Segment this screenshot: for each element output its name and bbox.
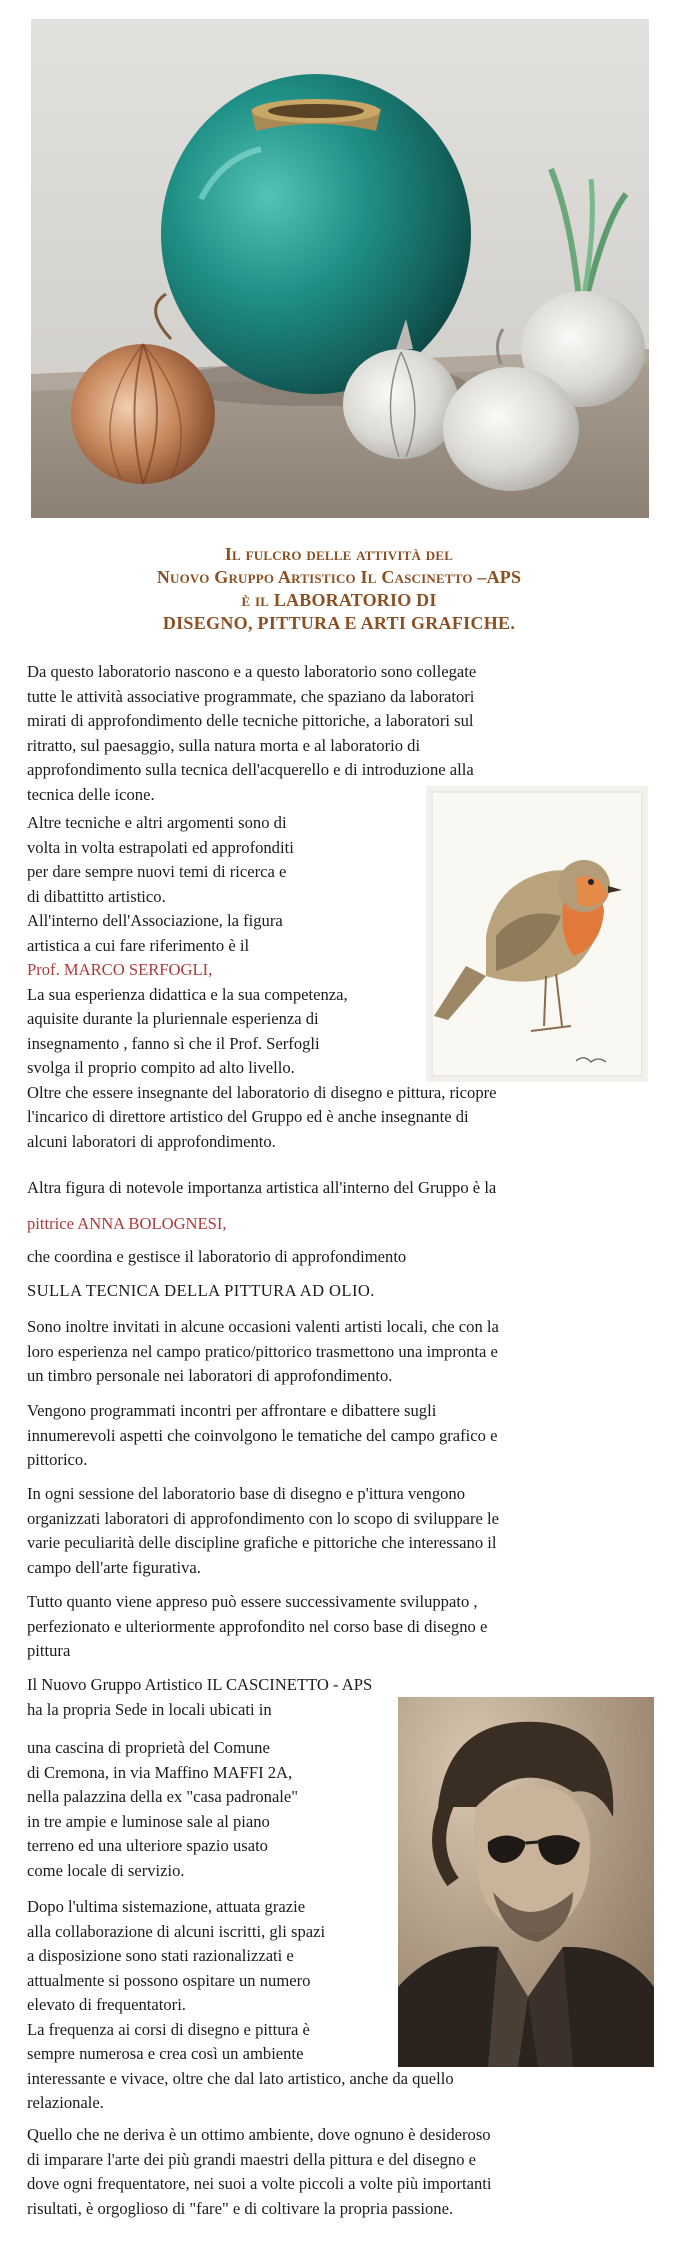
headline-line-4: DISEGNO, PITTURA E ARTI GRAFICHE.	[162, 613, 516, 633]
text-line: innumerevoli aspetti che coinvolgono le tematiche del campo grafico e	[27, 1425, 498, 1445]
headline-line-2: Nuovo Gruppo Artistico Il Cascinetto –APS	[156, 567, 522, 587]
text-line: campo dell'arte figurativa.	[27, 1557, 201, 1577]
text-line: alla collaborazione di alcuni iscritti, gli spazi	[27, 1921, 326, 1941]
text-line: insegnamento , fanno sì che il Prof. Serfogli	[27, 1033, 320, 1053]
sessions-paragraph	[27, 1482, 499, 1580]
after-renovation-paragraph	[27, 1895, 454, 2116]
text-line: terreno ed una ulteriore spazio usato	[27, 1836, 268, 1855]
text-line: Vengono programmati incontri per affrontare e dibattere sugli	[27, 1401, 437, 1420]
text-line: Quello che ne deriva è un ottimo ambiente, dove ognuno è desideroso	[27, 2125, 491, 2144]
oil-technique-line: SULLA TECNICA DELLA PITTURA AD OLIO.	[27, 1281, 375, 1300]
guests-paragraph	[27, 1315, 499, 1389]
text-line: varie peculiarità delle discipline grafiche e pittoriche che interessano il	[27, 1533, 497, 1552]
text-line: come locale di servizio.	[27, 1860, 185, 1880]
text-line: l'incarico di direttore artistico del Gruppo ed è anche insegnante di	[27, 1107, 469, 1126]
text-line: risultati, è orgoglioso di "fare" e di coltivare la propria passione.	[27, 2198, 454, 2218]
text-line: alcuni laboratori di approfondimento.	[27, 1131, 276, 1151]
intro-paragraph	[27, 660, 476, 807]
learned-paragraph	[27, 1590, 487, 1664]
text-line: svolga il proprio compito ad alto livello.	[27, 1058, 295, 1077]
headline-line-1: Il fulcro delle attività del	[224, 544, 454, 564]
text-line: Da questo laboratorio nascono e a questo laboratorio sono collegate	[27, 662, 477, 681]
painter-name: pittrice ANNA BOLOGNESI,	[27, 1214, 227, 1233]
text-line: di imparare l'arte dei più grandi maestri della pittura e del disegno e	[27, 2149, 477, 2169]
text-line: a disposizione sono stati razionalizzati e	[27, 1946, 294, 1965]
text-line: artistica a cui fare riferimento è il	[27, 935, 250, 955]
teacher-name: Prof. MARCO SERFOGLI,	[27, 960, 213, 979]
text-line: Dopo l'ultima sistemazione, attuata grazie	[27, 1897, 306, 1916]
text-line: In ogni sessione del laboratorio base di disegno e p'ittura vengono	[27, 1484, 466, 1503]
text-line: di dibattitto artistico.	[27, 886, 166, 906]
text-line: approfondimento sulla tecnica dell'acquerello e di introduzione alla	[27, 760, 474, 779]
techniques-paragraph	[27, 811, 497, 1154]
text-line: La frequenza ai corsi di disegno e pittura è	[27, 2019, 310, 2039]
still-life-painting	[31, 19, 649, 518]
headline	[0, 543, 678, 635]
closing-paragraph	[27, 2123, 492, 2221]
text-line: perfezionato e ulteriormente approfondito nel corso base di disegno e	[27, 1616, 488, 1636]
text-line: organizzati laboratori di approfondimento con lo scopo di sviluppare le	[27, 1508, 500, 1528]
text-line: mirati di approfondimento delle tecniche pittoriche, a laboratori sul	[27, 711, 474, 730]
text-line: tutte le attività associative programmate, che spaziano da laboratori	[27, 686, 475, 706]
text-line: Tutto quanto viene appreso può essere successivamente sviluppato ,	[27, 1592, 478, 1611]
text-line: per dare sempre nuovi temi di ricerca e	[27, 862, 287, 881]
text-line: pittura	[27, 1641, 71, 1660]
farm-paragraph	[27, 1736, 298, 1883]
text-line: una cascina di proprietà del Comune	[27, 1738, 270, 1757]
text-line: in tre ampie e luminose sale al piano	[27, 1811, 270, 1831]
text-line: un timbro personale nei laboratori di approfondimento.	[27, 1366, 393, 1385]
text-line: loro esperienza nel campo pratico/pittorico trasmettono una impronta e	[27, 1341, 498, 1361]
text-line: La sua esperienza didattica e la sua competenza,	[27, 984, 348, 1004]
text-line: dove ogni frequentatore, nei suoi a volte piccoli a volte più importanti	[27, 2174, 492, 2193]
text-line: Oltre che essere insegnante del laboratorio di disegno e pittura, ricopre	[27, 1082, 497, 1102]
text-line: nella palazzina della ex "casa padronale"	[27, 1787, 299, 1806]
text-line: volta in volta estrapolati ed approfonditi	[27, 837, 294, 857]
coordination-line: che coordina e gestisce il laboratorio di approfondimento	[27, 1247, 407, 1266]
text-line: attualmente si possono ospitare un numero	[27, 1970, 311, 1990]
text-line: sempre numerosa e crea così un ambiente	[27, 2044, 304, 2063]
meetings-paragraph	[27, 1399, 497, 1473]
text-line: elevato di frequentatori.	[27, 1995, 186, 2014]
text-line: relazionale.	[27, 2093, 104, 2112]
text-line: Sono inoltre invitati in alcune occasioni valenti artisti locali, che con la	[27, 1317, 499, 1336]
headline-line-3: è il LABORATORIO DI	[241, 590, 437, 610]
text-line: Il Nuovo Gruppo Artistico IL CASCINETTO - APS	[27, 1675, 373, 1694]
text-line: ha la propria Sede in locali ubicati in	[27, 1699, 272, 1719]
figure-line: Altra figura di notevole importanza artistica all'interno del Gruppo è la	[27, 1178, 497, 1197]
text-line: aquisite durante la pluriennale esperienza di	[27, 1009, 319, 1028]
text-line: pittorico.	[27, 1450, 88, 1469]
text-line: di Cremona, in via Maffino MAFFI 2A,	[27, 1762, 293, 1782]
text-line: All'interno dell'Associazione, la figura	[27, 911, 283, 930]
text-line: interessante e vivace, oltre che dal lato artistico, anche da quello	[27, 2068, 454, 2088]
text-line: tecnica delle icone.	[27, 784, 155, 804]
text-line: ritratto, sul paesaggio, sulla natura morta e al laboratorio di	[27, 735, 421, 755]
text-line: Altre tecniche e altri argomenti sono di	[27, 813, 287, 832]
seat-paragraph	[27, 1673, 372, 1722]
